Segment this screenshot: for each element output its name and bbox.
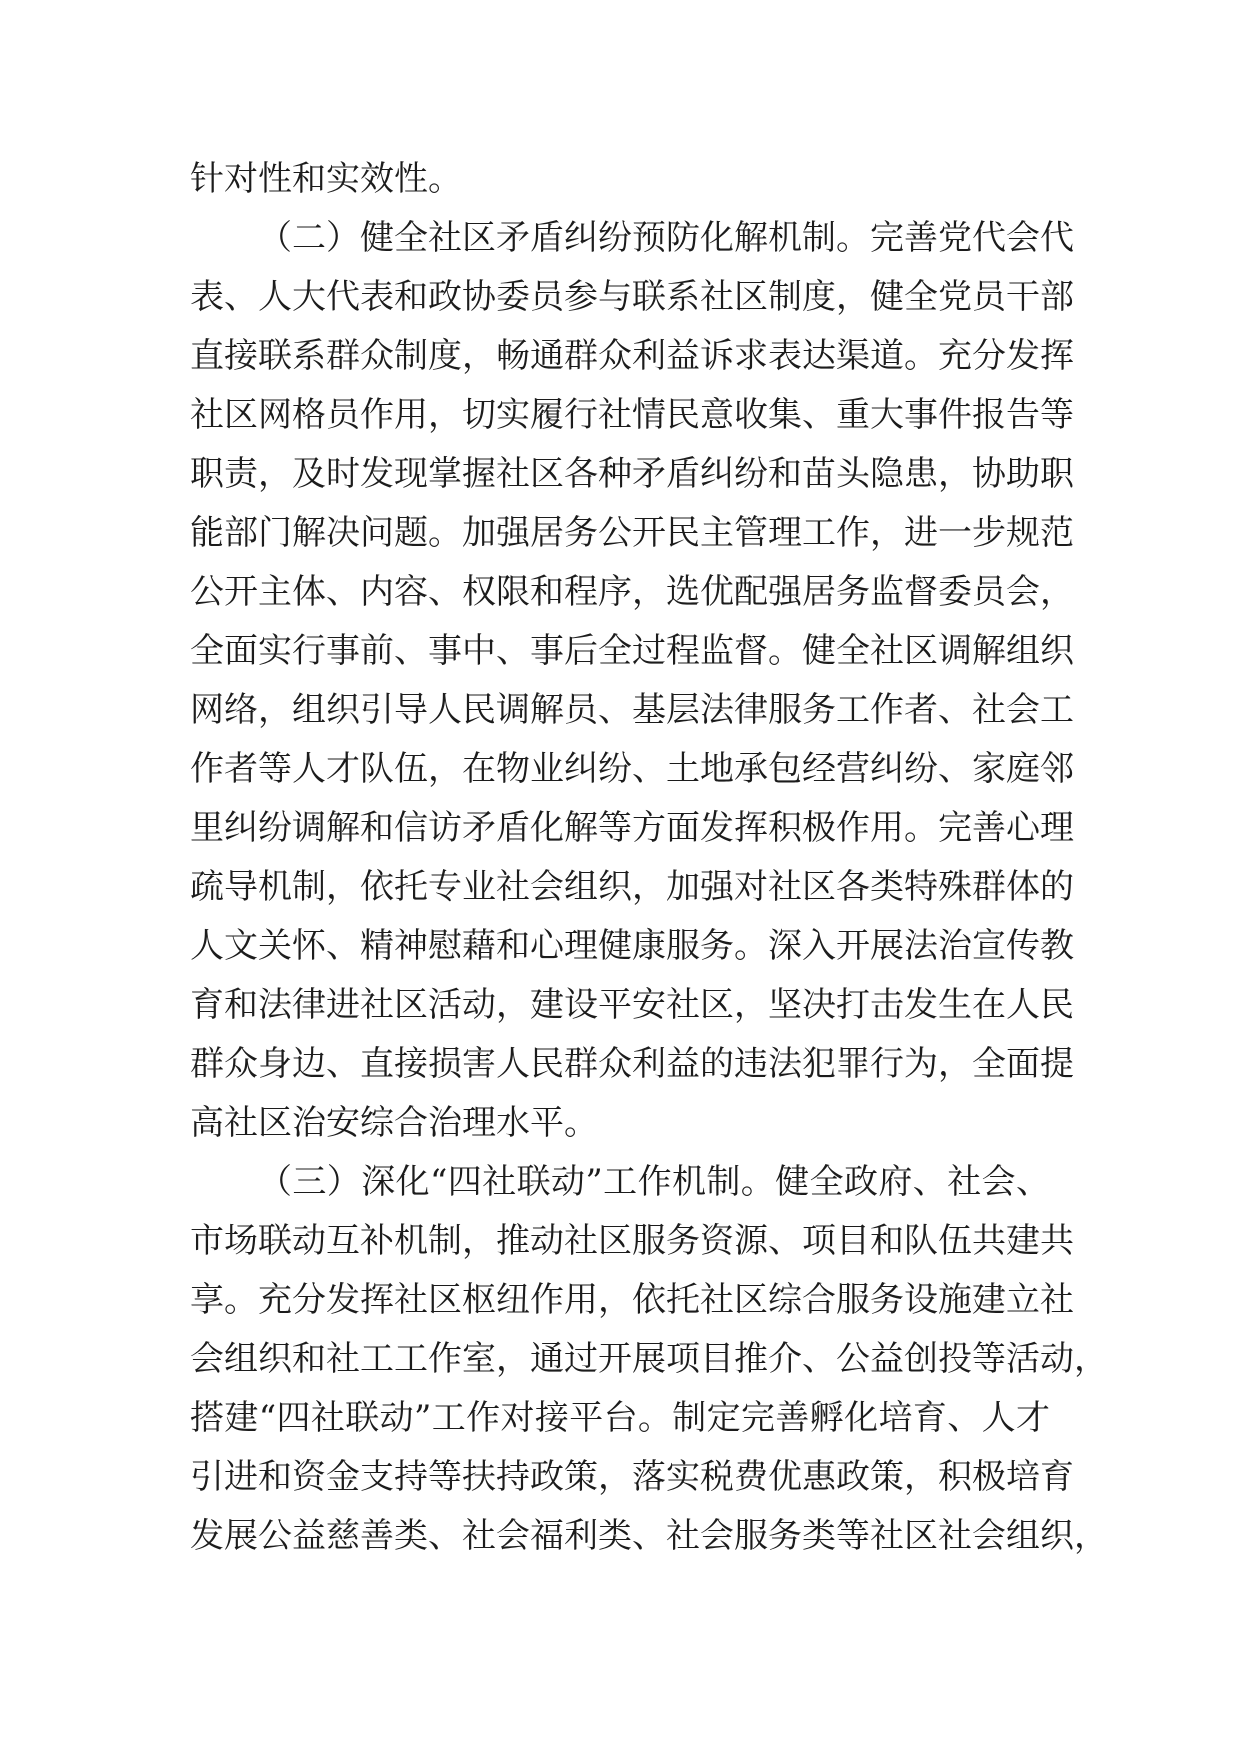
text-line: 表、人大代表和政协委员参与联系社区制度，健全党员干部 <box>190 277 1074 317</box>
text-line: 全面实行事前、事中、事后全过程监督。健全社区调解组织 <box>190 631 1074 671</box>
body-text <box>190 150 1108 1566</box>
text-line: 发展公益慈善类、社会福利类、社会服务类等社区社会组织， <box>190 1516 1108 1556</box>
text-line: 职责，及时发现掌握社区各种矛盾纠纷和苗头隐患，协助职 <box>190 454 1074 494</box>
text-line: 高社区治安综合治理水平。 <box>190 1103 598 1143</box>
text-line: 群众身边、直接损害人民群众利益的违法犯罪行为，全面提 <box>190 1044 1074 1084</box>
text-line: 里纠纷调解和信访矛盾化解等方面发挥积极作用。完善心理 <box>190 808 1074 848</box>
text-line: 享。充分发挥社区枢纽作用，依托社区综合服务设施建立社 <box>190 1280 1074 1320</box>
text-line: 社区网格员作用，切实履行社情民意收集、重大事件报告等 <box>190 395 1074 435</box>
text-line: 引进和资金支持等扶持政策，落实税费优惠政策，积极培育 <box>190 1457 1074 1497</box>
text-line: 针对性和实效性。 <box>190 159 462 199</box>
paragraph-heading-line: （二）健全社区矛盾纠纷预防化解机制。完善党代会代 <box>258 218 1074 258</box>
text-line: 搭建“四社联动”工作对接平台。制定完善孵化培育、人才 <box>190 1398 1050 1438</box>
text-line: 网络，组织引导人民调解员、基层法律服务工作者、社会工 <box>190 690 1074 730</box>
text-line: 直接联系群众制度，畅通群众利益诉求表达渠道。充分发挥 <box>190 336 1074 376</box>
text-line: 公开主体、内容、权限和程序，选优配强居务监督委员会， <box>190 572 1074 612</box>
text-line: 疏导机制，依托专业社会组织，加强对社区各类特殊群体的 <box>190 867 1074 907</box>
text-line: 育和法律进社区活动，建设平安社区，坚决打击发生在人民 <box>190 985 1074 1025</box>
paragraph-heading-line: （三）深化“四社联动”工作机制。健全政府、社会、 <box>258 1162 1050 1202</box>
text-line: 人文关怀、精神慰藉和心理健康服务。深入开展法治宣传教 <box>190 926 1074 966</box>
text-line: 能部门解决问题。加强居务公开民主管理工作，进一步规范 <box>190 513 1074 553</box>
text-line: 作者等人才队伍，在物业纠纷、土地承包经营纠纷、家庭邻 <box>190 749 1074 789</box>
text-line: 会组织和社工工作室，通过开展项目推介、公益创投等活动， <box>190 1339 1108 1379</box>
text-line: 市场联动互补机制，推动社区服务资源、项目和队伍共建共 <box>190 1221 1074 1261</box>
